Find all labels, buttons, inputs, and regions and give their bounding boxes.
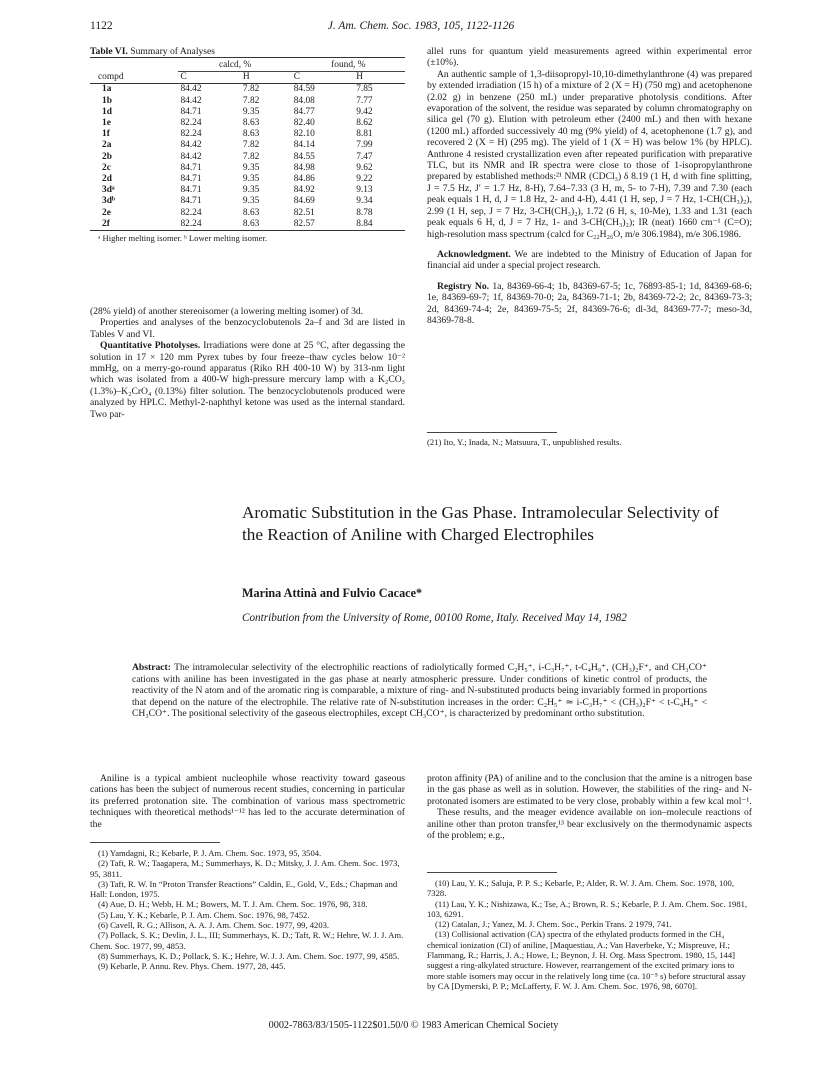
value-cell: 84.86: [293, 174, 315, 185]
col-c-found: C: [293, 72, 300, 83]
table-row: [90, 185, 405, 196]
references-left: [90, 848, 405, 972]
found-header: found, %: [292, 58, 405, 72]
value-cell: 84.42: [180, 84, 202, 95]
right-column-text: [427, 46, 752, 326]
table-row: [90, 129, 405, 140]
paragraph: proton affinity (PA) of aniline and to the conclusion that the amine is a nitrogen base in the gas phase as well as in solution. However, the stabilities of the ring- and N-protonated isomers are estimated to be very close, probably within a few kcal mol⁻¹.: [427, 773, 752, 807]
table-row: [90, 219, 405, 231]
table-vi: [90, 46, 405, 243]
table-footnote: ᵃ Higher melting isomer. ᵇ Lower melting isomer.: [98, 233, 267, 244]
value-cell: 82.57: [293, 218, 315, 229]
value-cell: 9.35: [242, 106, 260, 117]
reference-item: (7) Pollack, S. K.; Devlin, J. L., III; Summerhays, K. D.; Taft, R. W.; Hehre, W. J. J. Am. Chem. Soc. 1977, 99, 4853.: [90, 930, 404, 951]
journal-citation: J. Am. Chem. Soc. 1983, 105, 1122-1126: [327, 20, 515, 32]
paragraph: allel runs for quantum yield measurements agreed within experimental error (±10%).: [427, 46, 752, 69]
footnote-divider: [427, 432, 557, 433]
value-cell: 84.42: [180, 151, 202, 162]
footnote-divider: [90, 842, 220, 843]
value-cell: 84.14: [293, 140, 315, 151]
body-right: [427, 773, 752, 841]
calcd-header: calcd, %: [178, 58, 291, 72]
value-cell: 9.35: [242, 174, 260, 185]
paragraph: Quantitative Photolyses. Irradiations were done at 25 °C, after degassing the solution in 17 × 120 mm Pyrex tubes by four freeze–thaw cycles below 10⁻² mmHg, on a merry-go-round apparatus (Riko RH 400-10 W) by 313-nm light which was isolated from a 400-W high-pressure mercury lamp with a K₂CO₃ (1.3%)–K₂CrO₄ (0.13%) filter solution. The benzocyclobutenols produced were analyzed by HPLC. Methyl-2-naphthyl ketone was used as the internal standard. Two par-: [90, 340, 405, 420]
table-row: [90, 140, 405, 151]
compound-cell: 3dᵇ: [102, 196, 115, 207]
article-abstract: Abstract: The intramolecular selectivity of the electrophilic reactions of radiolytically formed C₂H₅⁺, i-C₃H₇⁺, t-C₄H₉⁺, (CH₃)₂F⁺, and CH₃CO⁺ cations with aniline has been investigated in the gas phase at nearly atmospheric pressure. Under conditions of kinetic control of products, the reactivity of the N atom and of the aromatic ring is comparable, a mixture of ring- and N-substituted products being invariably formed in proportions that depend on the nature of the electrophile. The relative rate of N-substitution increases in the order: C₂H₅⁺ ≃ i-C₃H₇⁺ < (CH₃)₂F⁺ < t-C₄H₉⁺ < CH₃CO⁺. The positional selectivity of the gaseous electrophiles, except CH₃CO⁺, is characterized by predominant ortho substitution.: [132, 662, 707, 719]
value-cell: 8.84: [356, 218, 373, 229]
running-header: [90, 20, 752, 36]
col-h-found: H: [356, 72, 363, 83]
table-row: [90, 163, 405, 174]
value-cell: 7.47: [356, 151, 373, 162]
page-number: 1122: [90, 20, 113, 32]
compound-cell: 2e: [102, 207, 111, 218]
value-cell: 7.99: [356, 140, 373, 151]
compound-cell: 1d: [102, 106, 112, 117]
reference-item: (2) Taft, R. W.; Taagapera, M.; Summerhays, K. D.; Mitsky, J. J. Am. Chem. Soc. 1973, 95, 3811.: [90, 858, 400, 879]
paragraph: An authentic sample of 1,3-diisopropyl-10,10-dimethylanthrone (4) was prepared by extended irradiation (15 h) of a mixture of 2 (X = H) (750 mg) and acetophenone (2.02 g) in benzene (250 mL) under preparative photolysis conditions. After evaporation of the solvent, the residue was separated by column chromatography on silica gel (70 g). Elution with petroleum ether (2400 mL) and then with hexane (1200 mL) afforded successively 40 mg (9% yield) of 4, acetophenone (1.7 g), and recovered 2 (X = H) (295 mg). The yield of 1 (X = H) was below 1% (by HPLC). Anthrone 4 resisted crystallization even after repeated purification with preparative TLC, but its NMR and IR spectra were close to those of 1-isopropylanthrone prepared by established methods:²¹ NMR (CDCl₃) δ 8.19 (1 H, d with fine splitting, J = 7.5 Hz, J′ = 1.7 Hz, 8-H), 7.64–7.33 (3 H, m, 5- to 7-H), 7.39 and 7.30 (each peak equals 1 H, d, J = 1.8 Hz, 2- and 4-H), 4.41 (1 H, sep, J = 7 Hz, 1-CH(CH₃)₂), 2.99 (1 H, sep, J = 7 Hz, 3-CH(CH₃)₂), 1.72 (6 H, s, 10-Me), 1.33 and 1.31 (each peak equals 6 H, d, J = 7 Hz, 1- and 3-CH(CH₃)₂); IR (neat) 1660 cm⁻¹ (C=O); high-resolution mass spectrum (calcd for C₂₂H₂₆O, m/e 306.1984), m/e 306.1986.: [427, 68, 752, 240]
left-column-text: [90, 306, 405, 420]
value-cell: 82.24: [180, 218, 202, 229]
value-cell: 84.42: [180, 140, 202, 151]
value-cell: 82.10: [293, 129, 315, 140]
value-cell: 7.82: [242, 140, 260, 151]
reference-item: (3) Taft, R. W. In “Proton Transfer Reactions” Caldin, E., Gold, V., Eds.; Chapman and Hall: London, 1975.: [90, 878, 398, 900]
reference-item: (6) Cavell, R. G.; Allison, A. A. J. Am. Chem. Soc. 1977, 99, 4203.: [98, 920, 330, 931]
article-affiliation: Contribution from the University of Rome, 00100 Rome, Italy. Received May 14, 1982: [242, 612, 627, 624]
compound-cell: 2b: [102, 151, 112, 162]
value-cell: 84.08: [293, 95, 315, 106]
paragraph: These results, and the meager evidence available on ion–molecule reactions of aniline other than proton transfer,¹³ bear exclusively on the thermodynamic aspects of the problem; e.g.,: [427, 807, 752, 842]
value-cell: 84.71: [180, 106, 202, 117]
compound-cell: 2f: [102, 218, 110, 229]
table-row: [90, 96, 405, 107]
value-cell: 7.82: [242, 95, 260, 106]
reference-item: (5) Lau, Y. K.; Kebarle, P. J. Am. Chem. Soc. 1976, 98, 7452.: [98, 909, 310, 920]
value-cell: 9.62: [356, 162, 373, 173]
value-cell: 8.63: [242, 129, 260, 140]
body-left: [90, 773, 405, 830]
table-row: [90, 208, 405, 219]
reference-item: (8) Summerhays, K. D.; Pollack, S. K.; Hehre, W. J. J. Am. Chem. Soc. 1977, 99, 4585.: [98, 950, 400, 961]
col-c-calcd: C: [180, 72, 187, 83]
value-cell: 82.24: [180, 207, 202, 218]
value-cell: 84.71: [180, 162, 202, 173]
references-right: [427, 878, 752, 991]
value-cell: 9.35: [242, 185, 260, 196]
compound-cell: 1e: [102, 118, 111, 129]
value-cell: 8.63: [242, 118, 260, 129]
copyright-footer: 0002-7863/83/1505-1122$01.50/0 © 1983 American Chemical Society: [268, 1020, 559, 1031]
compound-cell: 1f: [102, 129, 110, 140]
value-cell: 8.81: [356, 129, 373, 140]
article-title: Aromatic Substitution in the Gas Phase. Intramolecular Selectivity of the Reaction of Aniline with Charged Electrophiles: [242, 503, 719, 544]
value-cell: 84.98: [293, 162, 315, 173]
footnote-divider: [427, 872, 557, 873]
reference-item: (13) Collisional activation (CA) spectra of the ethylated products formed in the CH₄ chemical ionization (CI) of aniline, [Maquestiau, A.; Van Haverbeke, Y.; Mispreuve, H.; Flammang, R.; Harris, J. A.; Howe, I.; Beynon, J. H. Org. Mass Spectrom. 1980, 15, 144] suggest a ring-alkylated structure. However, rearrangement of the excited primary ions to more stable isomers may occur in the relatively long time (ca. 10⁻⁵ s) before structural assay by CA [Dymerski, P. P.; McLafferty, F. W. J. Am. Chem. Soc. 1976, 98, 6070].: [427, 929, 746, 991]
compound-cell: 2a: [102, 140, 112, 151]
value-cell: 84.92: [293, 185, 315, 196]
value-cell: 84.59: [293, 84, 315, 95]
value-cell: 9.34: [356, 196, 373, 207]
value-cell: 7.77: [356, 95, 373, 106]
value-cell: 9.13: [356, 185, 373, 196]
value-cell: 82.51: [293, 207, 315, 218]
value-cell: 8.62: [356, 118, 373, 129]
compd-header: compd: [98, 71, 124, 82]
value-cell: 9.42: [356, 106, 373, 117]
analysis-table: [90, 57, 405, 231]
value-cell: 84.77: [293, 106, 315, 117]
acknowledgment: Acknowledgment. We are indebted to the Ministry of Education of Japan for financial aid under a special project research.: [427, 248, 752, 272]
value-cell: 84.42: [180, 95, 202, 106]
reference-item: (10) Lau, Y. K.; Saluja, P. P. S.; Kebarle, P.; Alder, R. W. J. Am. Chem. Soc. 1978, 100, 7328.: [427, 878, 735, 899]
table-row: [90, 107, 405, 118]
compound-cell: 1b: [102, 95, 112, 106]
value-cell: 82.24: [180, 118, 202, 129]
reference-item: (12) Catalan, J.; Yanez, M. J. Chem. Soc., Perkin Trans. 2 1979, 741.: [435, 919, 672, 930]
reference-item: (9) Kebarle, P. Annu. Rev. Phys. Chem. 1977, 28, 445.: [98, 961, 286, 972]
col-h-calcd: H: [242, 72, 250, 83]
compound-cell: 2d: [102, 174, 112, 185]
table-row: [90, 174, 405, 185]
value-cell: 8.63: [242, 207, 260, 218]
table-row: [90, 196, 405, 207]
value-cell: 84.71: [180, 196, 202, 207]
value-cell: 7.82: [242, 84, 260, 95]
value-cell: 8.78: [356, 207, 373, 218]
value-cell: 9.35: [242, 196, 260, 207]
value-cell: 9.35: [242, 162, 260, 173]
value-cell: 7.82: [242, 151, 260, 162]
table-row: [90, 84, 405, 96]
paragraph: Properties and analyses of the benzocyclobutenols 2a–f and 3d are listed in Tables V and VI.: [90, 317, 405, 340]
paragraph: Aniline is a typical ambient nucleophile whose reactivity toward gaseous cations has been the subject of numerous recent studies, concerning in particular its preferred protonation site. The combination of various mass spectrometric techniques with theoretical methods¹⁻¹² has led to the accurate determination of the: [90, 773, 405, 830]
value-cell: 9.22: [356, 174, 373, 185]
reference-item: (1) Yamdagni, R.; Kebarle, P. J. Am. Chem. Soc. 1973, 95, 3504.: [98, 848, 322, 858]
value-cell: 7.85: [356, 84, 373, 95]
paragraph: (28% yield) of another stereoisomer (a lowering melting isomer) of 3d.: [90, 306, 364, 317]
value-cell: 82.40: [293, 118, 315, 129]
value-cell: 84.71: [180, 185, 202, 196]
table-row: [90, 118, 405, 129]
registry-numbers: Registry No. 1a, 84369-66-4; 1b, 84369-67-5; 1c, 76893-85-1; 1d, 84369-68-6; 1e, 84369-69-7; 1f, 84369-70-0; 2a, 84369-71-1; 2b, 84369-72-2; 2c, 84369-73-3; 2d, 84369-74-4; 2e, 84369-75-5; 2f, 84369-76-6; dl-3d, 84369-77-7; meso-3d, 84369-78-8.: [427, 280, 752, 326]
table-row: [90, 152, 405, 163]
article-authors: Marina Attinà and Fulvio Cacace*: [242, 586, 423, 600]
reference-item: (4) Aue, D. H.; Webb, H. M.; Bowers, M. T. J. Am. Chem. Soc. 1976, 98, 318.: [98, 899, 368, 910]
reference-item: (11) Lau, Y. K.; Nishizawa, K.; Tse, A.; Brown, R. S.; Kebarle, P. J. Am. Chem. Soc. 1981, 103, 6291.: [427, 898, 748, 919]
compound-cell: 2c: [102, 162, 111, 173]
reference-21: (21) Ito, Y.; Inada, N.; Matsuura, T., unpublished results.: [427, 437, 622, 447]
compound-cell: 3dᵃ: [102, 185, 115, 196]
value-cell: 82.24: [180, 129, 202, 140]
compound-cell: 1a: [102, 84, 112, 95]
value-cell: 84.71: [180, 174, 202, 185]
value-cell: 8.63: [242, 218, 260, 229]
value-cell: 84.69: [293, 196, 315, 207]
value-cell: 84.55: [293, 151, 315, 162]
table-caption: Table VI. Summary of Analyses: [90, 46, 216, 57]
